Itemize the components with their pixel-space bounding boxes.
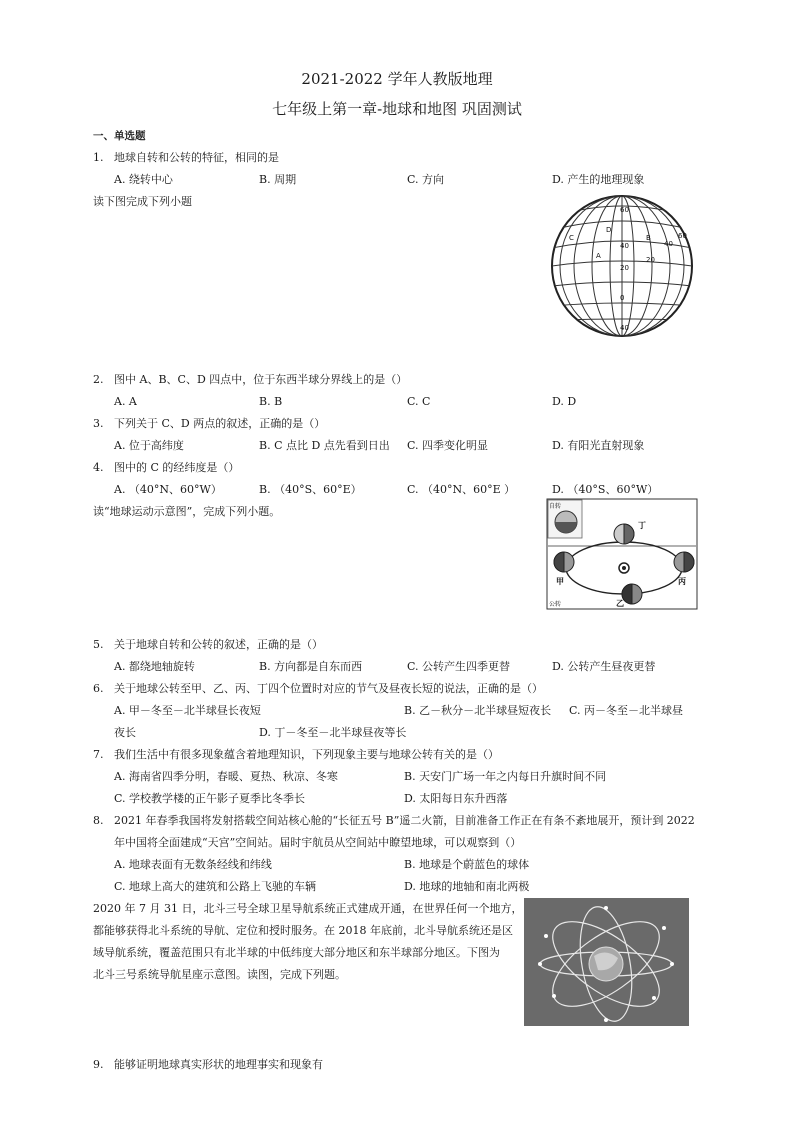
revolution-label: 公转 bbox=[549, 601, 562, 608]
page-title-line1: 2021-2022 学年人教版地理 bbox=[301, 70, 493, 88]
option-d: D. （40°S、60°W） bbox=[552, 483, 659, 496]
question-number: 3. bbox=[93, 417, 104, 430]
page-title-line2: 七年级上第一章-地球和地图 巩固测试 bbox=[272, 100, 522, 118]
option-c: C. 方向 bbox=[407, 173, 445, 186]
option-a: A. （40°N、60°W） bbox=[114, 483, 222, 496]
passage-line: 2020 年 7 月 31 日，北斗三号全球卫星导航系统正式建成开通，在世界任何一个地方， bbox=[93, 902, 523, 915]
intro-text: 读下图完成下列小题 bbox=[93, 195, 192, 208]
option-c: C. 丙－冬至－北半球昼 bbox=[569, 704, 684, 717]
question-number: 2. bbox=[93, 373, 104, 386]
option-c: C. 四季变化明显 bbox=[407, 439, 489, 452]
question-stem-continued: 年中国将全面建成“天宫”空间站。届时宇航员从空间站中瞭望地球，可以观察到（） bbox=[114, 836, 522, 849]
globe-label-d: D bbox=[606, 226, 612, 234]
globe-lon-20: 20 bbox=[646, 256, 655, 264]
section-heading: 一、单选题 bbox=[93, 130, 146, 142]
globe-label-c: C bbox=[569, 234, 574, 242]
question-number: 9. bbox=[93, 1058, 104, 1071]
option-a: A. A bbox=[114, 395, 137, 408]
question-stem: 图中 A、B、C、D 四点中，位于东西半球分界线上的是（） bbox=[114, 373, 408, 386]
globe-figure bbox=[546, 190, 698, 342]
passage-line: 域导航系统，覆盖范围只有北半球的中低纬度大部分地区和东半球部分地区。下图为 bbox=[93, 946, 500, 959]
option-a: A. 甲－冬至－北半球昼长夜短 bbox=[114, 704, 261, 717]
option-b: B. C 点比 D 点先看到日出 bbox=[259, 439, 390, 452]
question-stem: 关于地球公转至甲、乙、丙、丁四个位置时对应的节气及昼夜长短的说法，正确的是（） bbox=[114, 682, 543, 695]
option-b: B. 天安门广场一年之内每日升旗时间不同 bbox=[404, 770, 607, 783]
option-b: B. 方向都是自东而西 bbox=[259, 660, 363, 673]
option-c: C. （40°N、60°E ） bbox=[407, 483, 516, 496]
option-a: A. 绕转中心 bbox=[114, 173, 173, 186]
globe-lon-40: 40 bbox=[664, 240, 673, 248]
position-yi: 乙 bbox=[616, 599, 624, 608]
question-number: 5. bbox=[93, 638, 104, 651]
option-d: D. 太阳每日东升西落 bbox=[404, 792, 508, 805]
option-b: B. B bbox=[259, 395, 283, 408]
option-c-continued: 夜长 bbox=[114, 726, 136, 739]
earth-motion-figure bbox=[546, 498, 698, 610]
globe-lat-40: 40 bbox=[620, 242, 629, 250]
option-d: D. 公转产生昼夜更替 bbox=[552, 660, 656, 673]
globe-label-b: B bbox=[646, 234, 651, 242]
position-bing: 丙 bbox=[678, 577, 686, 586]
beidou-constellation-figure bbox=[524, 898, 689, 1026]
question-number: 7. bbox=[93, 748, 104, 761]
question-number: 1. bbox=[93, 151, 104, 164]
passage-line: 北斗三号系统导航星座示意图。读图，完成下列题。 bbox=[93, 968, 346, 981]
option-c: C. C bbox=[407, 395, 431, 408]
option-d: D. 丁－冬至－北半球昼夜等长 bbox=[259, 726, 407, 739]
option-c: C. 公转产生四季更替 bbox=[407, 660, 511, 673]
self-rotation-label: 自转 bbox=[549, 503, 562, 510]
globe-label-a: A bbox=[596, 252, 601, 260]
option-b: B. （40°S、60°E） bbox=[259, 483, 362, 496]
option-d: D. 有阳光直射现象 bbox=[552, 439, 645, 452]
option-c: C. 地球上高大的建筑和公路上飞驰的车辆 bbox=[114, 880, 317, 893]
option-d: D. 产生的地理现象 bbox=[552, 173, 645, 186]
option-b: B. 周期 bbox=[259, 173, 297, 186]
position-ding: 丁 bbox=[638, 521, 646, 530]
option-a: A. 位于高纬度 bbox=[114, 439, 184, 452]
globe-lat-0: 0 bbox=[620, 294, 625, 302]
globe-lat-60: 60 bbox=[620, 206, 629, 214]
globe-lon-60: 60 bbox=[678, 232, 687, 240]
question-number: 4. bbox=[93, 461, 104, 474]
option-a: A. 海南省四季分明，春暖、夏热、秋凉、冬寒 bbox=[114, 770, 338, 783]
intro-text: 读“地球运动示意图”，完成下列小题。 bbox=[93, 505, 281, 518]
option-a: A. 都绕地轴旋转 bbox=[114, 660, 195, 673]
question-number: 8. bbox=[93, 814, 104, 827]
globe-lat-s40: 40 bbox=[620, 324, 629, 332]
question-stem: 我们生活中有很多现象蕴含着地理知识，下列现象主要与地球公转有关的是（） bbox=[114, 748, 499, 761]
option-d: D. D bbox=[552, 395, 577, 408]
question-stem: 下列关于 C、D 两点的叙述，正确的是（） bbox=[114, 417, 326, 430]
question-stem: 地球自转和公转的特征，相同的是 bbox=[114, 151, 279, 164]
option-c: C. 学校教学楼的正午影子夏季比冬季长 bbox=[114, 792, 306, 805]
option-a: A. 地球表面有无数条经线和纬线 bbox=[114, 858, 272, 871]
question-stem: 2021 年春季我国将发射搭载空间站核心舱的“长征五号 B”遥二火箭，目前准备工作正在有条不紊地展开，预计到 2022 bbox=[114, 814, 695, 827]
question-stem: 关于地球自转和公转的叙述，正确的是（） bbox=[114, 638, 323, 651]
globe-lat-20: 20 bbox=[620, 264, 629, 272]
question-stem: 图中的 C 的经纬度是（） bbox=[114, 461, 240, 474]
position-jia: 甲 bbox=[556, 577, 564, 586]
passage-line: 都能够获得北斗系统的导航、定位和授时服务。在 2018 年底前，北斗导航系统还是区 bbox=[93, 924, 513, 937]
option-d: D. 地球的地轴和南北两极 bbox=[404, 880, 530, 893]
question-stem: 能够证明地球真实形状的地理事实和现象有 bbox=[114, 1058, 323, 1071]
option-b: B. 地球是个蔚蓝色的球体 bbox=[404, 858, 530, 871]
question-number: 6. bbox=[93, 682, 104, 695]
option-b: B. 乙－秋分－北半球昼短夜长 bbox=[404, 704, 552, 717]
